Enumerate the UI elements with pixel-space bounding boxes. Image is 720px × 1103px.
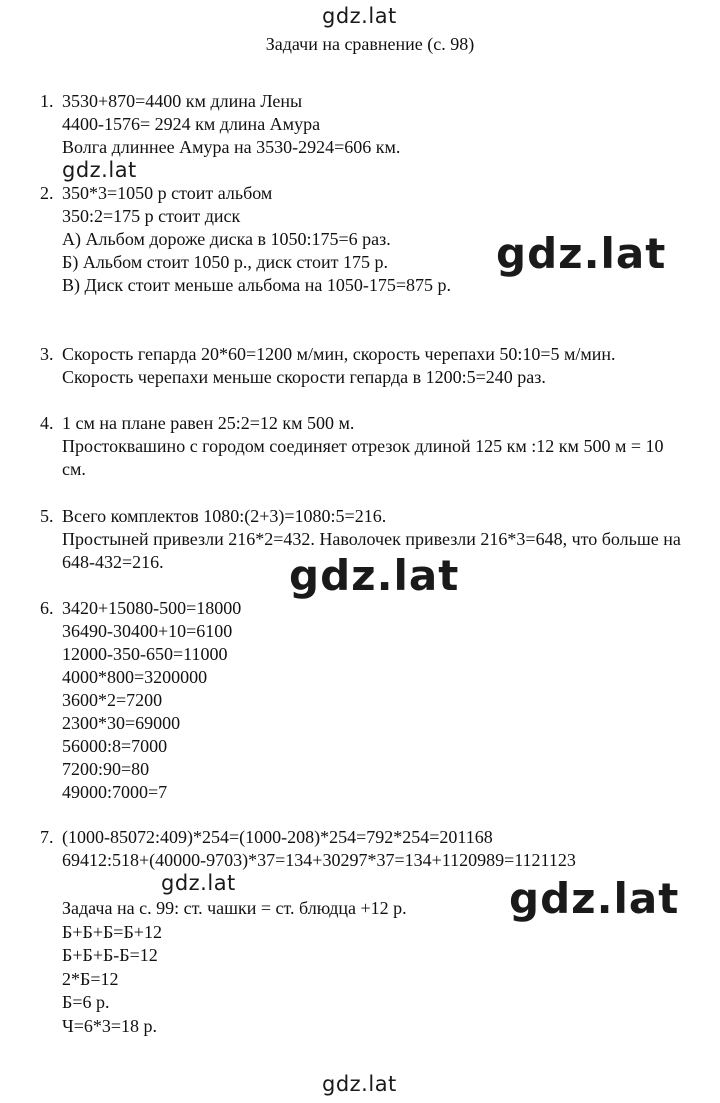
watermark-left-2: gdz.lat [161, 871, 236, 895]
task-line: 12000-350-650=11000 [62, 644, 228, 664]
task-line: 3420+15080-500=18000 [62, 598, 242, 618]
task-line: 69412:518+(40000-9703)*37=134+30297*37=134+1120989=1121123 [62, 850, 576, 870]
task-7 [40, 826, 576, 872]
task-line: Волга длиннее Амура на 3530-2924=606 км. [62, 137, 401, 157]
task-number: 4. [40, 413, 54, 433]
task-line: 49000:7000=7 [62, 782, 168, 802]
task-number: 1. [40, 91, 54, 111]
task-line: 350*3=1050 р стоит альбом [62, 183, 273, 203]
task-4 [40, 412, 687, 481]
task-number: 3. [40, 344, 54, 364]
task-3 [40, 343, 616, 389]
watermark-right-2: gdz.lat [509, 874, 680, 923]
task-line: 3530+870=4400 км длина Лены [62, 91, 303, 111]
task-line: 4000*800=3200000 [62, 667, 208, 687]
watermark-bottom: gdz.lat [322, 1072, 397, 1096]
task-line: 2300*30=69000 [62, 713, 181, 733]
page-title: Задачи на сравнение (с. 98) [265, 34, 475, 54]
task-line: Б+Б+Б=Б+12 [62, 921, 162, 942]
task-line: Всего комплектов 1080:(2+3)=1080:5=216. [62, 506, 387, 526]
watermark-center: gdz.lat [289, 551, 460, 600]
task-line: 4400-1576= 2924 км длина Амура [62, 114, 321, 134]
task-line: 36490-30400+10=6100 [62, 621, 233, 641]
task-6 [40, 597, 241, 804]
task-line: Скорость черепахи меньше скорости гепарда в 1200:5=240 раз. [62, 367, 546, 387]
task-line: (1000-85072:409)*254=(1000-208)*254=792*254=201168 [62, 827, 493, 847]
task-line: Задача на с. 99: ст. чашки = ст. блюдца +12 р. [62, 898, 407, 918]
task-number: 7. [40, 827, 54, 847]
task-number: 5. [40, 506, 54, 526]
task-1 [40, 90, 400, 159]
task-line: Простоквашино с городом соединяет отрезок длиной 125 км :12 км 500 м = 10 см. [62, 436, 664, 479]
task-number: 2. [40, 183, 54, 203]
watermark-top: gdz.lat [322, 4, 397, 28]
watermark-left-1: gdz.lat [62, 158, 137, 182]
task-line: Б+Б+Б-Б=12 [62, 945, 158, 965]
task-line: А) Альбом дороже диска в 1050:175=6 раз. [62, 229, 391, 249]
task-line: Скорость гепарда 20*60=1200 м/мин, скорость черепахи 50:10=5 м/мин. [62, 344, 616, 364]
task-line: 1 см на плане равен 25:2=12 км 500 м. [62, 413, 355, 433]
task-line: Б=6 р. [62, 992, 110, 1012]
task-2 [40, 182, 451, 297]
task-line: 2*Б=12 [62, 968, 119, 989]
task-line: 3600*2=7200 [62, 690, 163, 710]
watermark-right-1: gdz.lat [496, 229, 667, 278]
task-number: 6. [40, 598, 54, 618]
task-line: 7200:90=80 [62, 759, 150, 779]
task-line: 350:2=175 р стоит диск [62, 206, 241, 226]
task-line: 56000:8=7000 [62, 736, 168, 756]
task-line: Простыней привезли 216*2=432. Наволочек привезли 216*3=648, что больше на 648-432=216. [62, 529, 681, 572]
task-line: Б) Альбом стоит 1050 р., диск стоит 175 р. [62, 252, 388, 272]
task-5 [40, 505, 687, 574]
extra-task [62, 897, 407, 1038]
task-line: Ч=6*3=18 р. [62, 1015, 158, 1036]
task-line: В) Диск стоит меньше альбома на 1050-175=875 р. [62, 275, 452, 295]
